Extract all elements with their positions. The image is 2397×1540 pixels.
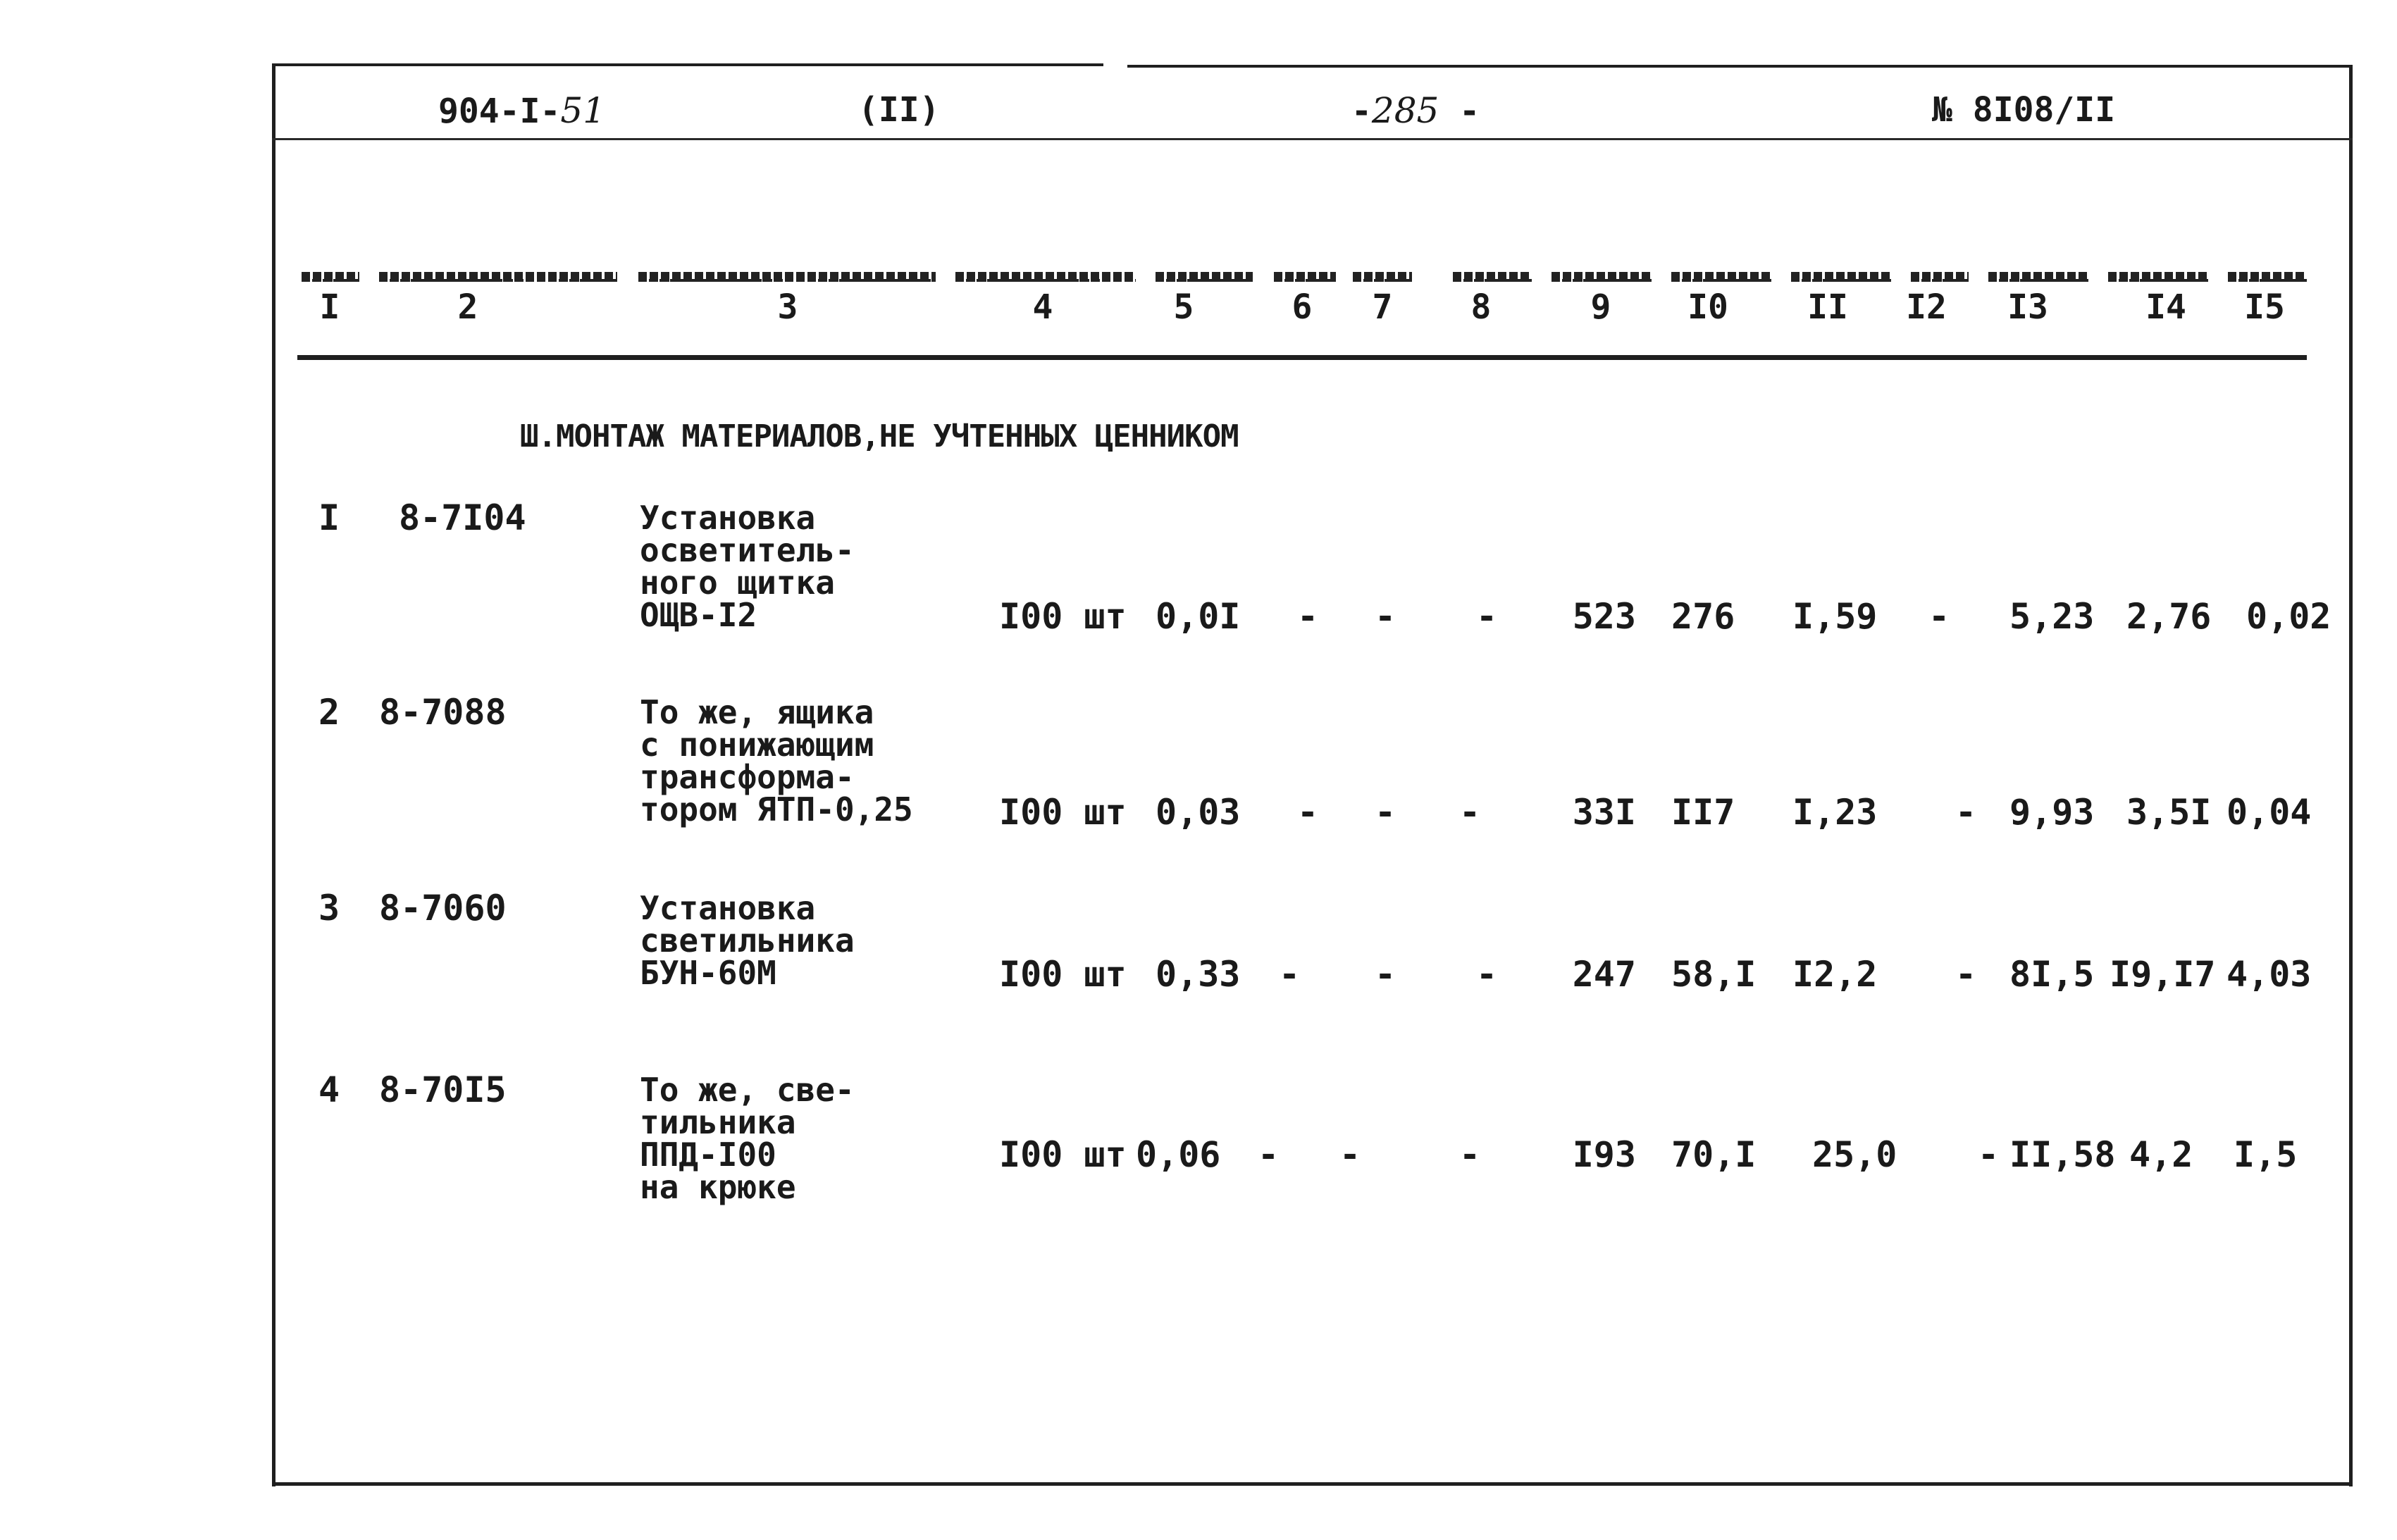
row-col14: 4,2 [2129,1134,2193,1175]
col-rule-15 [2228,272,2307,282]
row-col14: 2,76 [2126,596,2212,637]
row-col12: - [1955,954,1977,995]
column-header-12: I2 [1906,287,1947,327]
row-col9: I93 [1572,1134,1636,1175]
page-prefix: - [1351,92,1372,131]
row-col7: - [1374,954,1396,995]
row-col8: - [1475,596,1498,637]
col-rule-3 [638,272,936,282]
table-header-rule [297,355,2307,360]
row-quantity: 0,03 [1156,792,1241,833]
doc-code-handwritten: 51 [560,90,606,131]
col-rule-2 [379,272,617,282]
row-quantity: 0,33 [1156,954,1241,995]
row-col14: 3,5I [2126,792,2212,833]
row-number: 2 [318,692,340,733]
row-description: То же, све- тильника ППД-I00 на крюке [640,1071,855,1206]
row-col15: I,5 [2234,1134,2298,1175]
row-col14: I9,I7 [2110,954,2216,995]
column-header-13: I3 [2007,287,2048,327]
row-col10: 58,I [1671,954,1757,995]
row-quantity: 0,06 [1136,1134,1221,1175]
row-col6: - [1257,1134,1280,1175]
column-header-7: 7 [1372,287,1393,327]
row-col10: 70,I [1671,1134,1757,1175]
row-col13: 5,23 [2009,596,2095,637]
row-number: 3 [318,888,340,929]
row-unit: I00 шт [999,596,1127,637]
row-description: Установка осветитель- ного щитка ОЩВ-I2 [640,499,855,634]
col-rule-10 [1671,272,1771,282]
part-number: (II) [858,90,940,130]
frame-top-left [272,63,1103,66]
column-header-1: I [319,287,340,327]
doc-number: № 8I08/II [1932,90,2116,130]
col-rule-11 [1791,272,1891,282]
row-code: 8-7060 [379,888,507,929]
section-title: Ш.МОНТАЖ МАТЕРИАЛОВ,НЕ УЧТЕННЫХ ЦЕННИКОМ [520,418,1239,454]
column-header-9: 9 [1590,287,1611,327]
frame-left [272,65,275,1486]
column-header-6: 6 [1292,287,1313,327]
column-header-15: I5 [2244,287,2285,327]
row-col9: 523 [1572,596,1636,637]
row-col12: - [1977,1134,2000,1175]
row-col8: - [1458,792,1481,833]
row-number: 4 [318,1069,340,1110]
row-unit: I00 шт [999,954,1127,995]
row-col11: I,23 [1792,792,1878,833]
col-rule-4 [955,272,1136,282]
row-col13: 8I,5 [2009,954,2095,995]
col-rule-5 [1156,272,1253,282]
doc-code-printed: 904-I- [438,92,561,131]
page-handwritten: 285 [1371,90,1439,131]
row-col12: - [1928,596,1950,637]
page-suffix: - [1459,92,1480,131]
row-col7: - [1374,792,1396,833]
row-col10: II7 [1671,792,1735,833]
col-rule-12 [1911,272,1969,282]
row-code: 8-70I5 [379,1069,507,1110]
row-unit: I00 шт [999,1134,1127,1175]
column-header-11: II [1807,287,1848,327]
row-col8: - [1475,954,1498,995]
row-col6: - [1296,596,1319,637]
row-col9: 247 [1572,954,1636,995]
row-col8: - [1458,1134,1481,1175]
row-col11: I2,2 [1792,954,1878,995]
row-number: I [318,497,340,538]
column-header-2: 2 [457,287,478,327]
column-header-5: 5 [1173,287,1194,327]
row-col15: 0,02 [2246,596,2331,637]
col-rule-6 [1274,272,1336,282]
row-unit: I00 шт [999,792,1127,833]
column-header-8: 8 [1470,287,1492,327]
row-col6: - [1296,792,1319,833]
row-col13: 9,93 [2009,792,2095,833]
column-header-14: I4 [2145,287,2186,327]
row-code: 8-7088 [379,692,507,733]
frame-bottom [272,1482,2353,1486]
column-header-10: I0 [1687,287,1728,327]
row-col7: - [1374,596,1396,637]
col-rule-1 [302,272,359,282]
col-rule-7 [1353,272,1412,282]
row-col9: 33I [1572,792,1636,833]
header-divider [272,138,2353,140]
col-rule-9 [1551,272,1652,282]
row-col13: II,58 [2009,1134,2116,1175]
col-rule-8 [1453,272,1532,282]
row-col7: - [1339,1134,1361,1175]
row-description: То же, ящика с понижающим трансформа- тором ЯТП-0,25 [640,693,913,828]
column-header-4: 4 [1032,287,1053,327]
row-col12: - [1955,792,1977,833]
row-quantity: 0,0I [1156,596,1241,637]
row-col6: - [1278,954,1301,995]
row-code: 8-7I04 [399,497,526,538]
row-col11: 25,0 [1812,1134,1897,1175]
row-col10: 276 [1671,596,1735,637]
column-header-3: 3 [777,287,798,327]
frame-top-right [1127,65,2353,68]
page-number [1351,90,1480,131]
row-col15: 4,03 [2226,954,2312,995]
doc-code [438,90,605,131]
col-rule-13 [1988,272,2088,282]
row-col11: I,59 [1792,596,1878,637]
row-description: Установка светильника БУН-60М [640,889,855,992]
row-col15: 0,04 [2226,792,2312,833]
col-rule-14 [2108,272,2208,282]
frame-right [2349,65,2353,1486]
